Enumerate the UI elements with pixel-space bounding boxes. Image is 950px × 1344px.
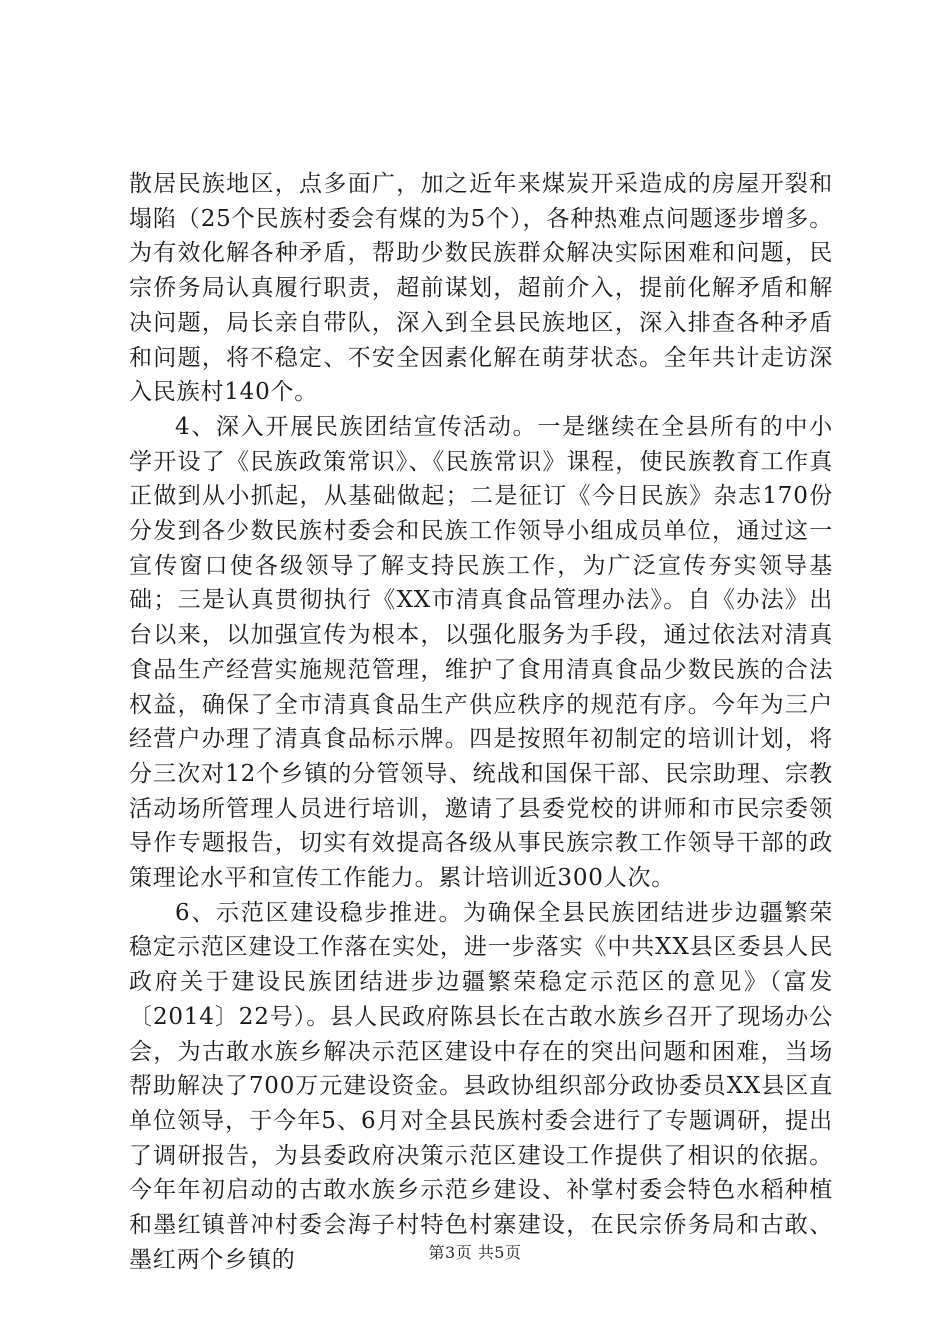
document-body	[129, 167, 833, 1278]
page-number-footer: 第3页 共5页	[428, 1243, 522, 1262]
paragraph-demonstration-zone: 6、示范区建设稳步推进。为确保全县民族团结进步边疆繁荣稳定示范区建设工作落在实处，进一步落实《中共XX县区委县人民政府关于建设民族团结进步边疆繁荣稳定示范区的意见》（富发〔2014〕22号）。县人民政府陈县长在古敢水族乡召开了现场办公会，为古敢水族乡解决示范区建设中存在的突出问题和困难，当场帮助解决了700万元建设资金。县政协组织部分政协委员XX县区直单位领导，于今年5、6月对全县民族村委会进行了专题调研，提出了调研报告，为县委政府决策示范区建设工作提供了相识的依据。今年年初启动的古敢水族乡示范乡建设、补掌村委会特色水稻种植和墨红镇普冲村委会海子村特色村寨建设，在民宗侨务局和古敢、墨红两个乡镇的	[129, 899, 833, 1273]
paragraph-ethnic-unity-publicity: 4、深入开展民族团结宣传活动。一是继续在全县所有的中小学开设了《民族政策常识》、《民族常识》课程，使民族教育工作真正做到从小抓起，从基础做起；二是征订《今日民族》杂志170份分发到各少数民族村委会和民族工作领导小组成员单位，通过这一宣传窗口使各级领导了解支持民族工作，为广泛宣传夯实领导基础；三是认真贯彻执行《XX市清真食品管理办法》。自《办法》出台以来，以加强宣传为根本，以强化服务为手段，通过依法对清真食品生产经营实施规范管理，维护了食用清真食品少数民族的合法权益，确保了全市清真食品生产供应秩序的规范有序。今年为三户经营户办理了清真食品标示牌。四是按照年初制定的培训计划，将分三次对12个乡镇的分管领导、统战和国保干部、民宗助理、宗教活动场所管理人员进行培训，邀请了县委党校的讲师和市民宗委领导作专题报告，切实有效提高各级从事民族宗教工作领导干部的政策理论水平和宣传工作能力。累计培训近300人次。	[129, 413, 833, 892]
paragraph-continuation: 散居民族地区，点多面广，加之近年来煤炭开采造成的房屋开裂和塌陷（25个民族村委会有煤的为5个），各种热难点问题逐步增多。为有效化解各种矛盾，帮助少数民族群众解决实际困难和问题，民宗侨务局认真履行职责，超前谋划，超前介入，提前化解矛盾和解决问题，局长亲自带队，深入到全县民族地区，深入排查各种矛盾和问题，将不稳定、不安全因素化解在萌芽状态。全年共计走访深入民族村140个。	[129, 171, 833, 406]
